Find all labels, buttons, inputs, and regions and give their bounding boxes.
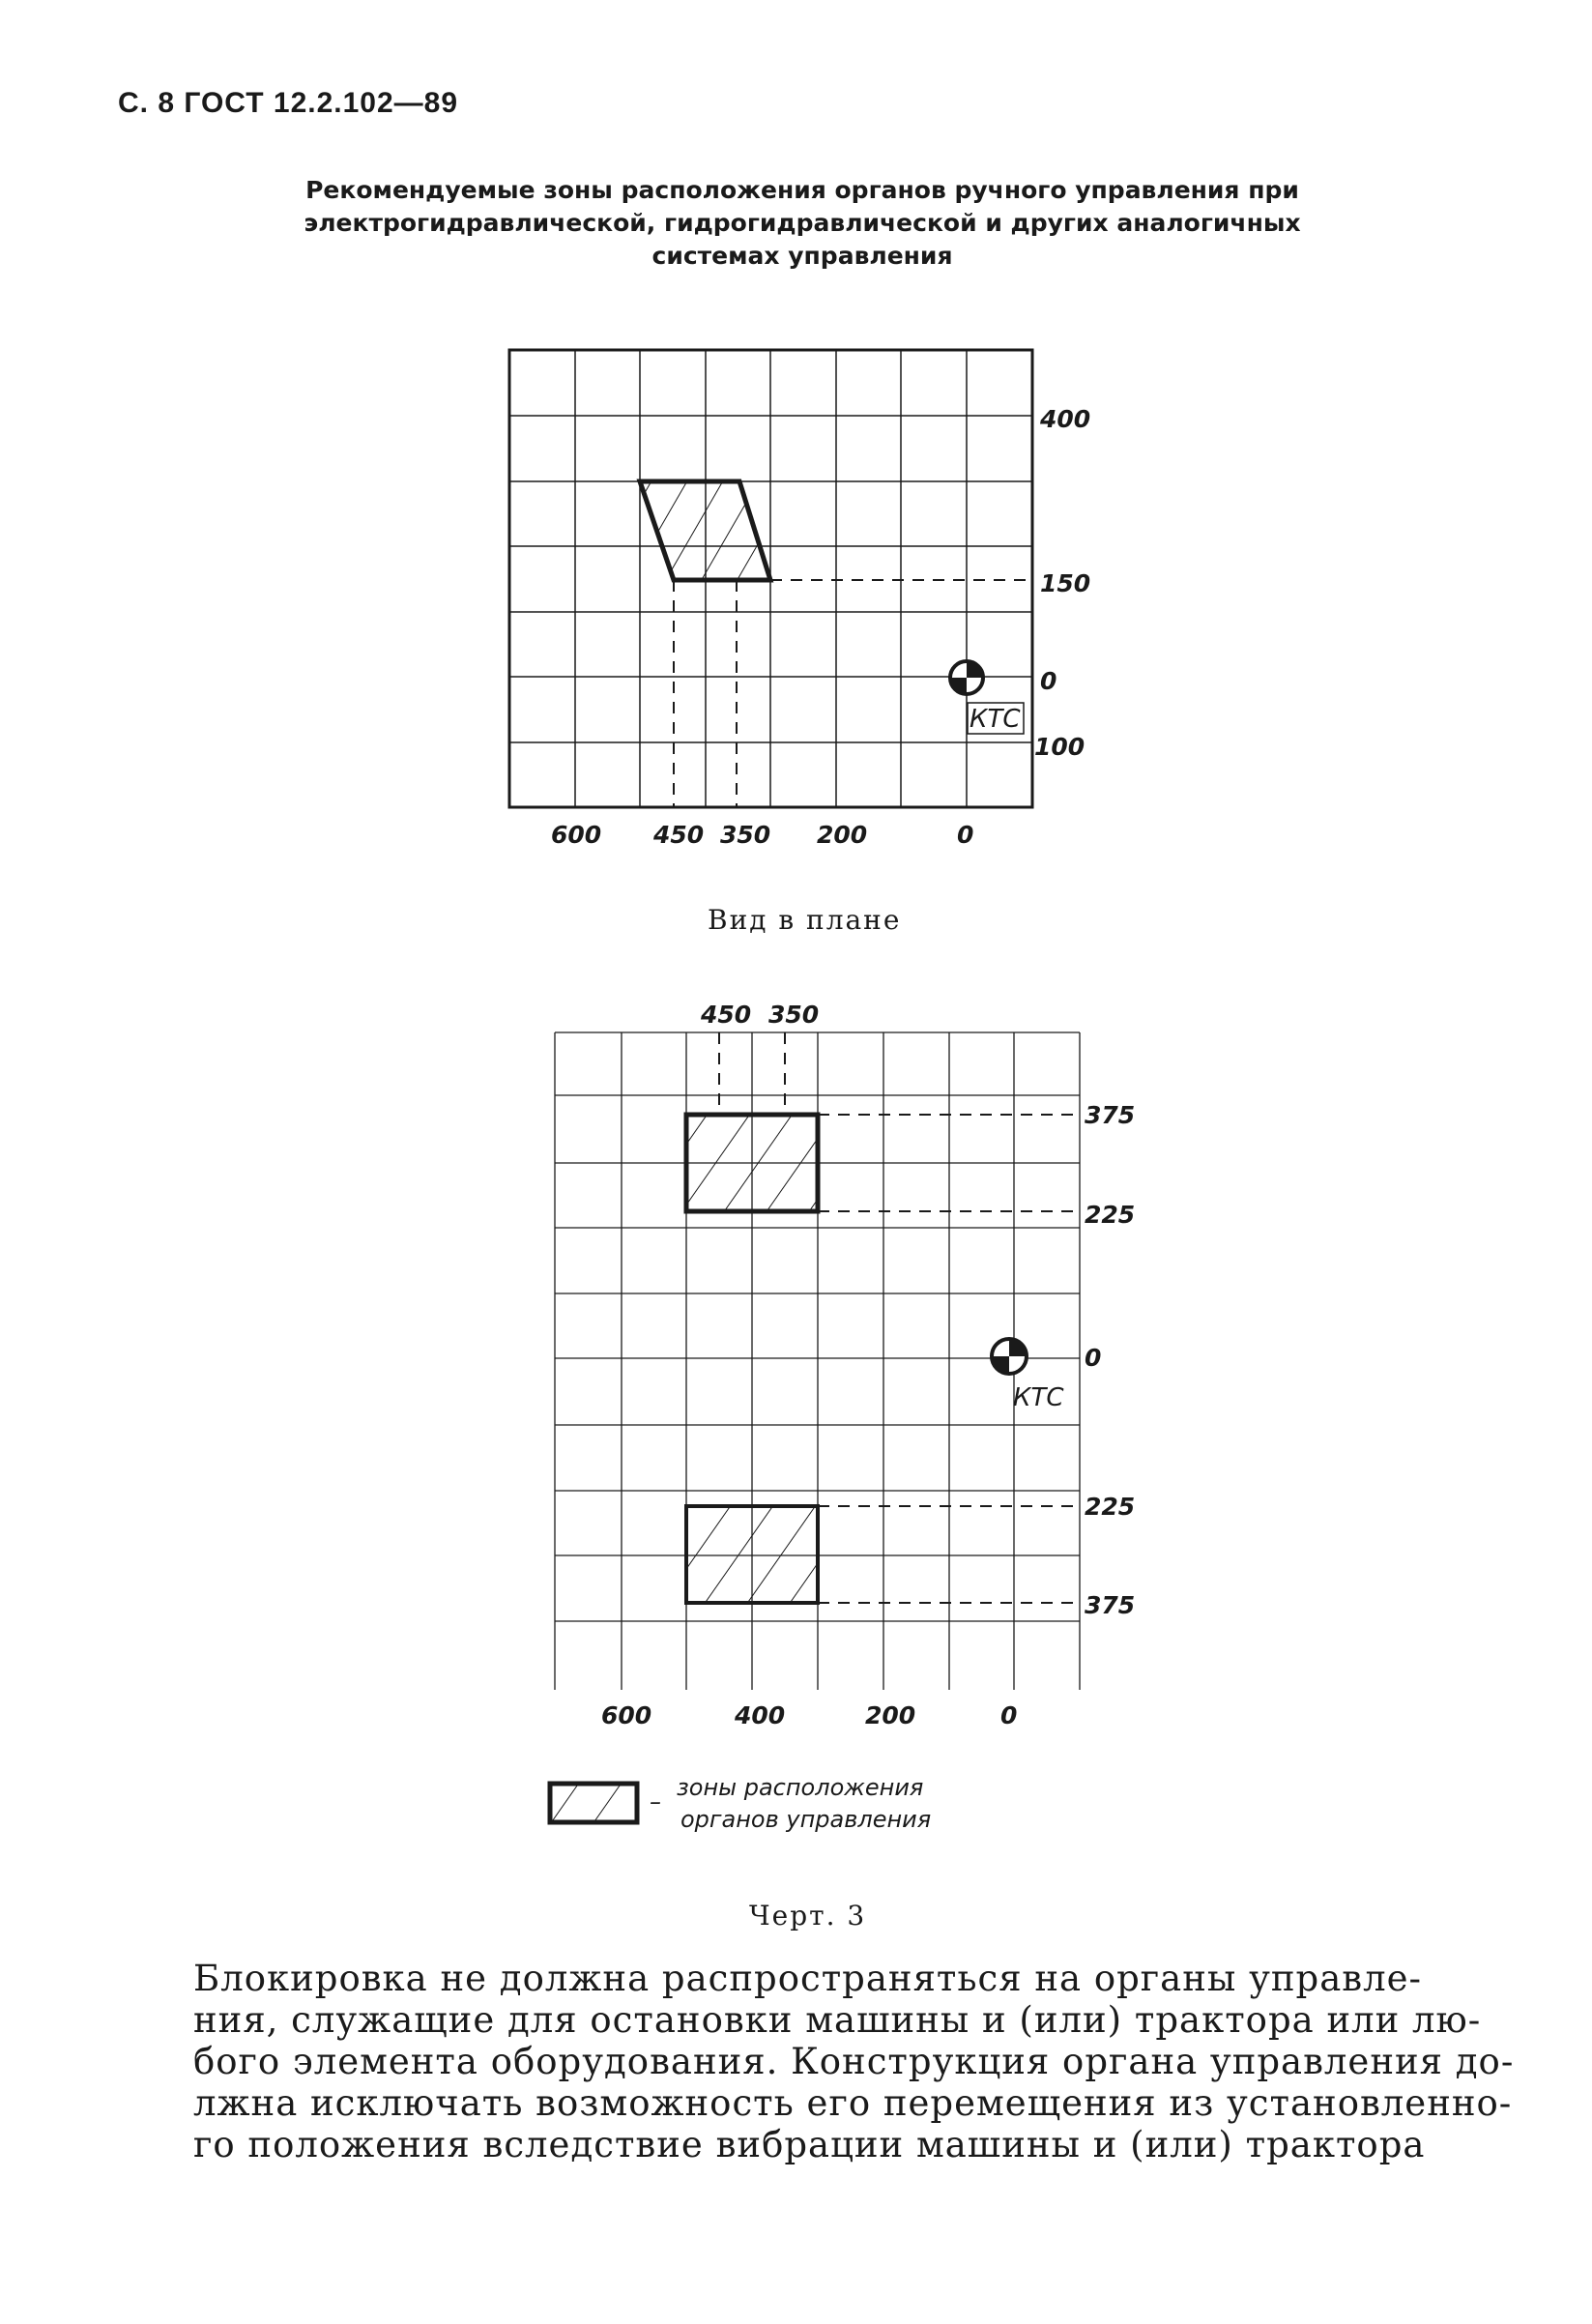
plan-y-tick: 400	[1040, 405, 1091, 433]
body-line: го положения вследствие вибрации машины и (или) трактора	[193, 2124, 1426, 2165]
front-x-tick: 400	[735, 1701, 786, 1729]
plan-view-dimension-lines	[674, 580, 1032, 807]
plan-view-ktc-label: КТС	[970, 705, 1021, 734]
front-top-tick: 450	[701, 1001, 752, 1029]
body-line: бого элемента оборудования. Конструкция органа управления до-	[193, 2041, 1515, 2082]
front-y-tick: 375	[1085, 1591, 1136, 1619]
front-y-tick: 375	[1085, 1101, 1136, 1129]
legend-swatch	[550, 1784, 637, 1822]
front-view-ktc-label: КТС	[1013, 1383, 1064, 1412]
front-view-lower-zone	[686, 1506, 818, 1603]
legend-text: зоны расположения	[677, 1774, 924, 1801]
front-top-tick: 350	[768, 1001, 820, 1029]
front-y-tick: 225	[1085, 1201, 1136, 1229]
body-line: ния, служащие для остановки машины и (или) трактора или лю-	[193, 1999, 1482, 2041]
page-header: С. 8 ГОСТ 12.2.102—89	[118, 87, 459, 119]
front-x-tick: 0	[1000, 1701, 1018, 1729]
front-view-upper-zone	[686, 1115, 818, 1211]
plan-x-tick: 450	[653, 821, 705, 849]
plan-x-tick: 200	[817, 821, 868, 849]
front-x-tick: 600	[601, 1701, 652, 1729]
body-line: лжна исключать возможность его перемещения из установленно-	[193, 2082, 1513, 2124]
plan-y-tick: 100	[1034, 733, 1085, 761]
plan-x-tick: 0	[957, 821, 974, 849]
body-line: Блокировка не должна распространяться на органы управле-	[193, 1958, 1423, 1999]
plan-y-tick: 0	[1040, 667, 1057, 695]
front-view-center-marker	[992, 1339, 1027, 1374]
figure-label: Черт. 3	[749, 1900, 867, 1932]
front-y-tick: 0	[1085, 1344, 1102, 1372]
title-line: Рекомендуемые зоны расположения органов ручного управления при	[305, 176, 1299, 204]
front-x-tick: 200	[865, 1701, 916, 1729]
plan-x-tick: 350	[720, 821, 771, 849]
plan-view-center-marker	[950, 661, 983, 694]
svg-text:–: –	[650, 1788, 661, 1816]
legend-text: органов управления	[680, 1806, 932, 1833]
plan-x-tick: 600	[551, 821, 602, 849]
plan-y-tick: 150	[1040, 569, 1091, 597]
body-paragraph	[193, 1958, 1515, 2165]
plan-view-caption: Вид в плане	[708, 904, 902, 936]
title-line: электрогидравлической, гидрогидравлической и других аналогичных	[304, 209, 1301, 237]
title-line: системах управления	[651, 242, 953, 270]
plan-view-control-zone	[640, 481, 770, 580]
front-y-tick: 225	[1085, 1493, 1136, 1521]
